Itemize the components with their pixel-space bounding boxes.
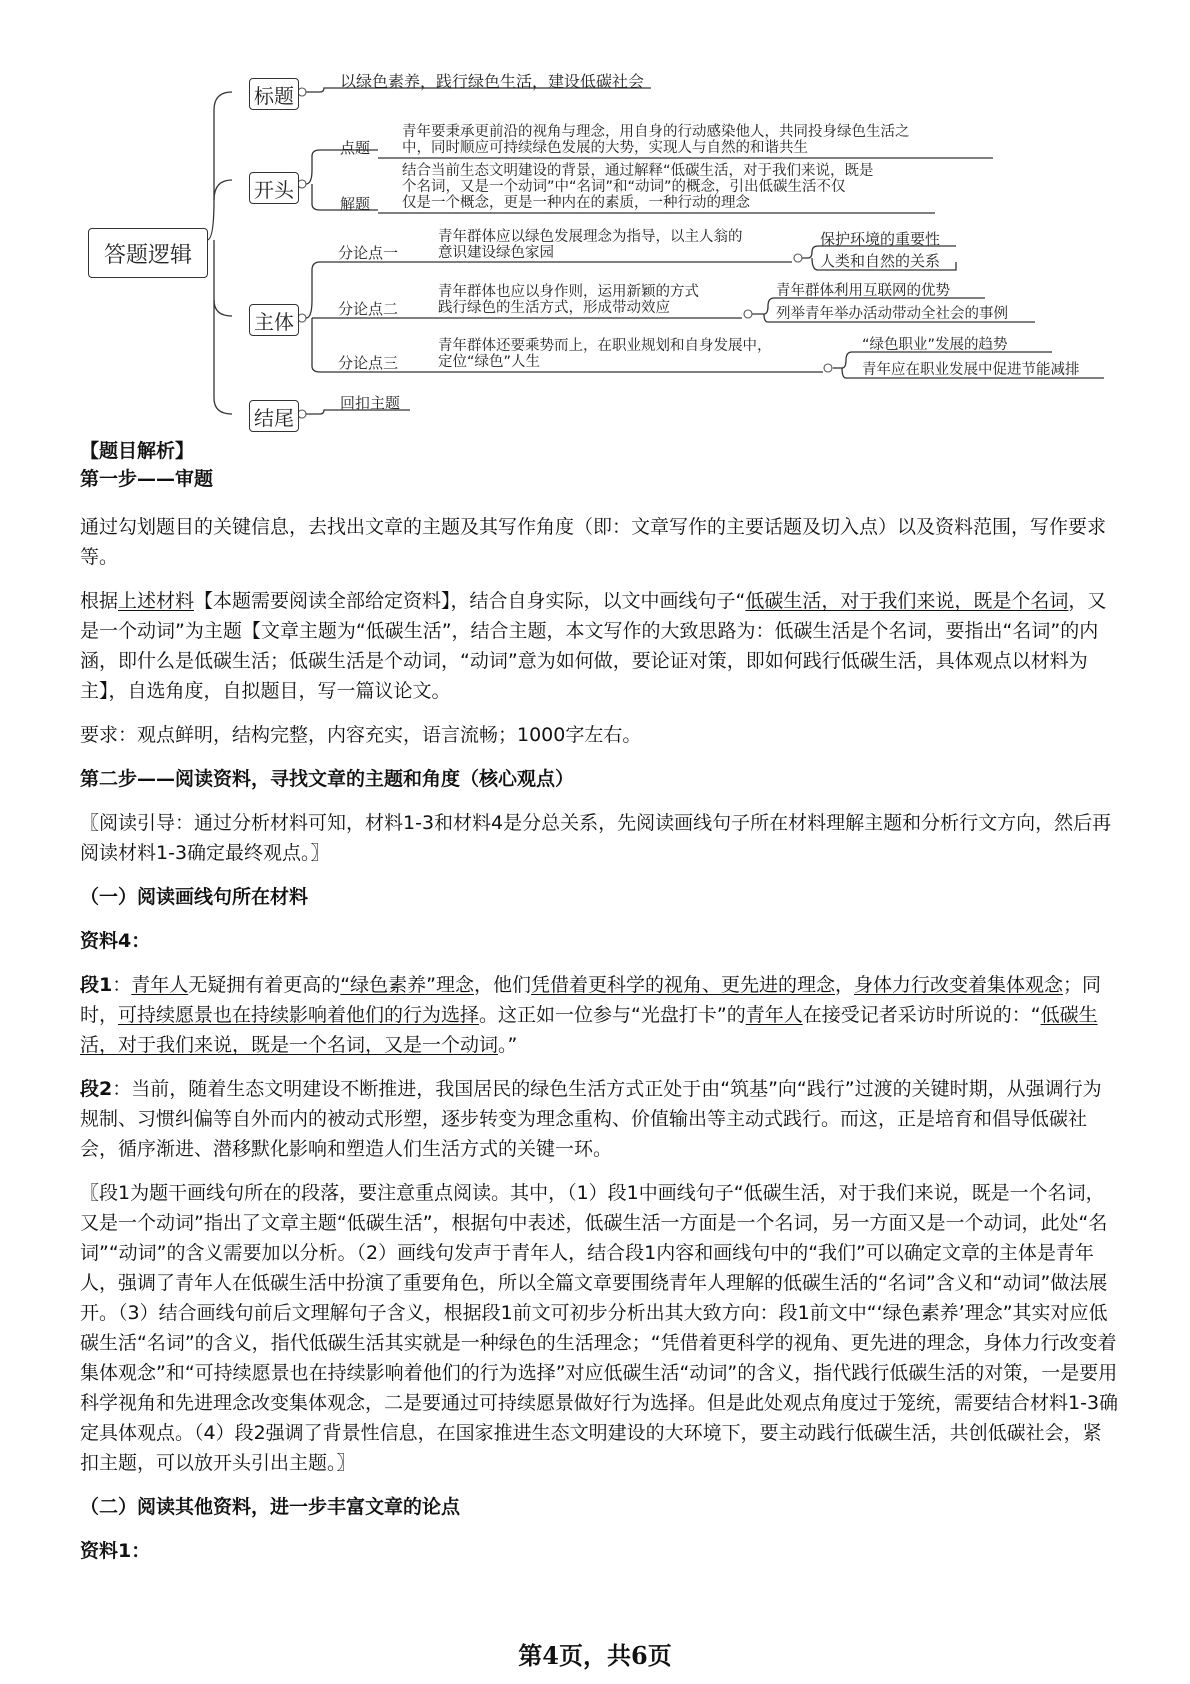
opening-dianti-line2: 中，同时顺应可持续绿色发展的大势，实现人与自然的和谐共生 xyxy=(402,140,808,156)
page-footer: 第4页，共6页 xyxy=(518,1641,672,1670)
mind-map-root: 答题逻辑 xyxy=(88,228,208,278)
paragraph-2: 根据上述材料【本题需要阅读全部给定资料】，结合自身实际，以文中画线句子“低碳生活，对于我们来说，既是个名词，又是一个动词”为主题【文章主题为“低碳生活”，结合主题，本文写作的大致思路为：低碳生活是个名词，要指出“名词”的内涵，即什么是低碳生活；低碳生活是个动词，“动词”意为如何做，要论证对策，即如何践行低碳生活，具体观点以材料为主】，自选角度，自拟题目，写一篇议论文。 xyxy=(80,590,1107,702)
paragraph-1: 通过勾划题目的关键信息，去找出文章的主题及其写作角度（即：文章写作的主要话题及切入点）以及资料范围，写作要求等。 xyxy=(80,516,1107,568)
opening-dianti-line1: 青年要秉承更前沿的视角与理念，用自身的行动感染他人，共同投身绿色生活之 xyxy=(402,124,910,140)
body-point3-line2: 定位“绿色”人生 xyxy=(438,354,541,370)
body-point3-sub2: 青年应在职业发展中促进节能减排 xyxy=(862,362,1080,378)
body-point2-label: 分论点二 xyxy=(338,300,399,318)
body-point2-sub2: 列举青年举办活动带动全社会的事例 xyxy=(776,306,1008,322)
branch-title-text: 以绿色素养，践行绿色生活，建设低碳社会 xyxy=(340,72,645,91)
subsection1-heading: （一）阅读画线句所在材料 xyxy=(80,886,309,908)
opening-jieti-label: 解题 xyxy=(340,195,371,213)
material4-para2: 段2：当前，随着生态文明建设不断推进，我国居民的绿色生活方式正处于由“筑基”向“践行”过渡的关键时期，从强调行为规制、习惯纠偏等自外而内的被动式形塑，逐步转变为理念重构、价值输出等主动式践行。而这，正是培育和倡导低碳社会，循序渐进、潜移默化影响和塑造人们生活方式的关键一环。 xyxy=(80,1078,1102,1160)
opening-jieti-line2: 个名词，又是一个动词”中“名词”和“动词”的概念，引出低碳生活不仅 xyxy=(402,179,846,195)
step2-heading: 第二步——阅读资料，寻找文章的主题和角度（核心观点） xyxy=(80,768,575,790)
section-heading: 【题目解析】 xyxy=(80,440,195,462)
material4-label: 资料4： xyxy=(80,930,151,952)
branch-ending-text: 回扣主题 xyxy=(340,394,401,412)
branch-ending: 结尾 xyxy=(249,400,299,432)
material1-label: 资料1： xyxy=(80,1540,151,1562)
opening-jieti-line3: 仅是一个概念，更是一种内在的素质，一种行动的理念 xyxy=(402,195,750,211)
branch-opening: 开头 xyxy=(249,172,299,204)
body-point1-sub2: 人类和自然的关系 xyxy=(820,252,941,270)
body-point3-sub1: “绿色职业”发展的趋势 xyxy=(862,337,1008,353)
body-point3-line1: 青年群体还要乘势而上，在职业规划和自身发展中， xyxy=(438,338,772,354)
reading-guide: 〖阅读引导：通过分析材料可知，材料1-3和材料4是分总关系，先阅读画线句子所在材料理解主题和分析行文方向，然后再阅读材料1-3确定最终观点。〗 xyxy=(80,812,1112,864)
paragraph-requirements: 要求：观点鲜明，结构完整，内容充实，语言流畅；1000字左右。 xyxy=(80,724,642,746)
body-point3-label: 分论点三 xyxy=(338,354,399,372)
body-point2-line2: 践行绿色的生活方式，形成带动效应 xyxy=(438,300,670,316)
mind-map xyxy=(0,0,1190,440)
material4-para1: 段1：青年人无疑拥有着更高的“绿色素养”理念，他们凭借着更科学的视角、更先进的理念，身体力行改变着集体观念；同时，可持续愿景也在持续影响着他们的行为选择。这正如一位参与“光盘打卡”的青年人在接受记者采访时所说的：“低碳生活，对于我们来说，既是一个名词，又是一个动词。” xyxy=(80,974,1102,1056)
analysis-paragraph: 〖段1为题干画线句所在的段落，要注意重点阅读。其中，（1）段1中画线句子“低碳生活，对于我们来说，既是一个名词，又是一个动词”指出了文章主题“低碳生活”，根据句中表述，低碳生活一方面是一个名词，另一方面又是一个动词，此处“名词”“动词”的含义需要加以分析。（2）画线句发声于青年人，结合段1内容和画线句中的“我们”可以确定文章的主体是青年人，强调了青年人在低碳生活中扮演了重要角色，所以全篇文章要围绕青年人理解的低碳生活的“名词”含义和“动词”做法展开。（3）结合画线句前后文理解句子含义，根据段1前文可初步分析出其大致方向：段1前文中“‘绿色素养’理念”其实对应低碳生活“名词”的含义，指代低碳生活其实就是一种绿色的生活理念；“凭借着更科学的视角、更先进的理念，身体力行改变着集体观念”和“可持续愿景也在持续影响着他们的行为选择”对应低碳生活“动词”的含义，指代践行低碳生活的对策，一是要用科学视角和先进理念改变集体观念，二是要通过可持续愿景做好行为选择。但是此处观点角度过于笼统，需要结合材料1-3确定具体观点。（4）段2强调了背景性信息，在国家推进生态文明建设的大环境下，要主动践行低碳生活，共创低碳社会，紧扣主题，可以放开头引出主题。〗 xyxy=(80,1182,1119,1474)
body-point2-sub1: 青年群体利用互联网的优势 xyxy=(776,283,950,299)
document-body xyxy=(80,438,1120,1580)
branch-body: 主体 xyxy=(249,304,299,336)
body-point1-line1: 青年群体应以绿色发展理念为指导，以主人翁的 xyxy=(438,229,743,245)
step1-heading: 第一步——审题 xyxy=(80,468,214,490)
subsection2-heading: （二）阅读其他资料，进一步丰富文章的论点 xyxy=(80,1496,461,1518)
body-point1-sub1: 保护环境的重要性 xyxy=(820,230,941,248)
opening-dianti-label: 点题 xyxy=(340,139,371,157)
branch-title: 标题 xyxy=(249,78,299,110)
opening-jieti-line1: 结合当前生态文明建设的背景，通过解释“低碳生活，对于我们来说，既是 xyxy=(402,163,874,179)
body-point1-line2: 意识建设绿色家园 xyxy=(438,245,554,261)
body-point2-line1: 青年群体也应以身作则，运用新颖的方式 xyxy=(438,284,699,300)
body-point1-label: 分论点一 xyxy=(338,244,399,262)
